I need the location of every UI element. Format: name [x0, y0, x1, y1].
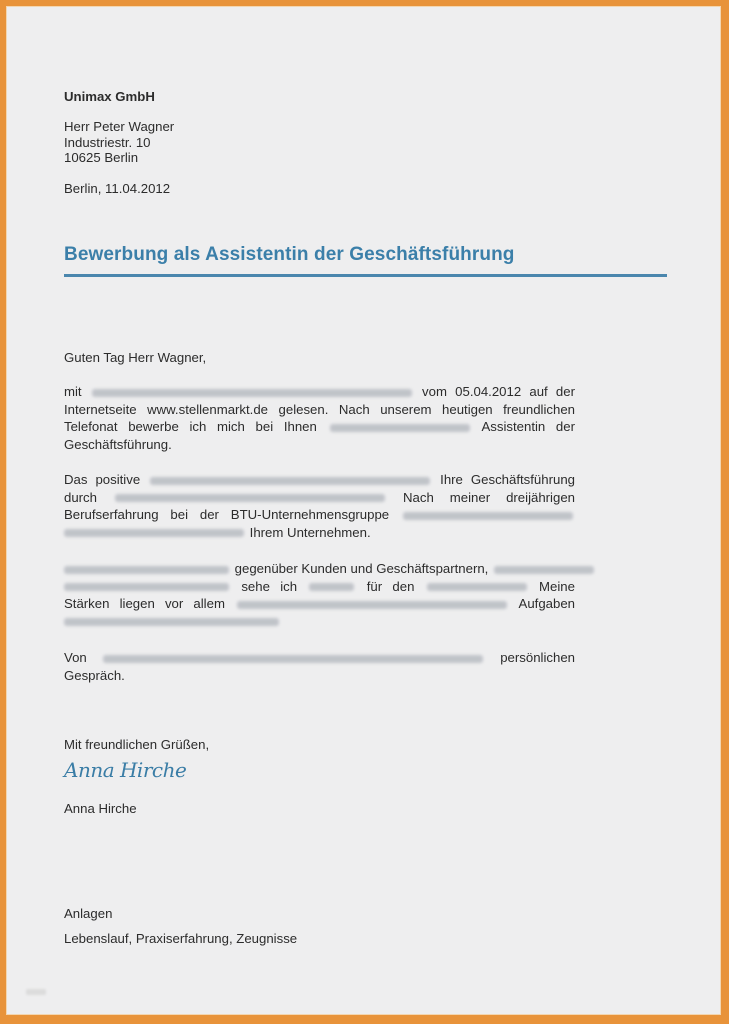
paragraph-line: [64, 578, 575, 596]
paragraph-line: Internetseite www.stellenmarkt.de gelesen. Nach unserem heutigen freundlichen: [64, 401, 575, 417]
text-segment: für den: [366, 578, 415, 594]
text-segment: Ihrem Unternehmen.: [249, 524, 371, 540]
text-segment: Assistentin der: [481, 419, 575, 435]
paragraph-line: [64, 524, 575, 542]
faint-watermark: [26, 989, 46, 995]
text-segment: mit: [64, 384, 82, 399]
subject-title: Bewerbung als Assistentin der Geschäftsführung: [64, 244, 515, 265]
paragraph-line: [64, 649, 575, 667]
paragraph-line: [64, 383, 575, 401]
redacted-text: [92, 389, 412, 397]
paragraph-4: [64, 649, 575, 684]
redacted-text: [427, 583, 527, 591]
text-segment: Stärken liegen vor allem: [64, 596, 225, 612]
text-segment: persönlichen: [500, 650, 575, 665]
redacted-text: [150, 477, 430, 485]
recipient-street: Industriestr. 10: [64, 135, 151, 150]
recipient-company: Unimax GmbH: [64, 89, 155, 104]
text-segment: vom 05.04.2012 auf der: [422, 384, 575, 399]
redacted-text: [403, 512, 573, 520]
closing: Mit freundlichen Grüßen,: [64, 737, 210, 752]
recipient-name: Herr Peter Wagner: [64, 119, 175, 134]
text-segment: Von: [64, 650, 87, 665]
text-segment: Aufgaben: [518, 596, 575, 612]
text-segment: Berufserfahrung bei der BTU-Unternehmensgruppe: [64, 507, 390, 523]
enclosures-label: Anlagen: [64, 906, 113, 921]
text-segment: Telefonat bewerbe ich mich bei Ihnen: [64, 419, 317, 435]
signer-name: Anna Hirche: [64, 801, 137, 816]
paragraph-3: [64, 560, 575, 630]
paragraph-line: [64, 471, 575, 489]
redacted-text: [103, 655, 483, 663]
letter-page: [6, 6, 721, 1015]
redacted-text: [309, 583, 354, 591]
paragraph-2: [64, 471, 575, 541]
handwritten-signature: Anna Hirche: [64, 758, 187, 782]
redacted-text: [330, 424, 470, 432]
text-segment: Das positive: [64, 472, 141, 487]
paragraph-1: [64, 383, 575, 453]
paragraph-line: [64, 595, 575, 613]
salutation: Guten Tag Herr Wagner,: [64, 350, 207, 365]
paragraph-line: Gespräch.: [64, 667, 125, 683]
enclosures-list: Lebenslauf, Praxiserfahrung, Zeugnisse: [64, 931, 298, 946]
redacted-text: [64, 618, 279, 626]
redacted-text: [237, 601, 507, 609]
redacted-text: [115, 494, 385, 502]
text-segment: gegenüber Kunden und Geschäftspartnern,: [234, 561, 489, 576]
redacted-text: [494, 566, 594, 574]
recipient-city: 10625 Berlin: [64, 150, 139, 165]
redacted-text: [64, 529, 244, 537]
redacted-text: [64, 583, 229, 591]
text-segment: Meine: [539, 578, 575, 594]
text-segment: Ihre Geschäftsführung: [440, 472, 575, 487]
paragraph-line: [64, 613, 575, 631]
paragraph-line: [64, 418, 575, 436]
paragraph-line: [64, 506, 575, 524]
date-line: Berlin, 11.04.2012: [64, 181, 171, 196]
redacted-text: [64, 566, 229, 574]
paragraph-line: [64, 489, 575, 507]
text-segment: durch: [64, 489, 97, 505]
paragraph-line: Geschäftsführung.: [64, 436, 172, 452]
title-divider: [64, 274, 667, 277]
text-segment: Nach meiner dreijährigen: [403, 489, 575, 505]
text-segment: sehe ich: [241, 578, 298, 594]
paragraph-line: [64, 560, 575, 578]
